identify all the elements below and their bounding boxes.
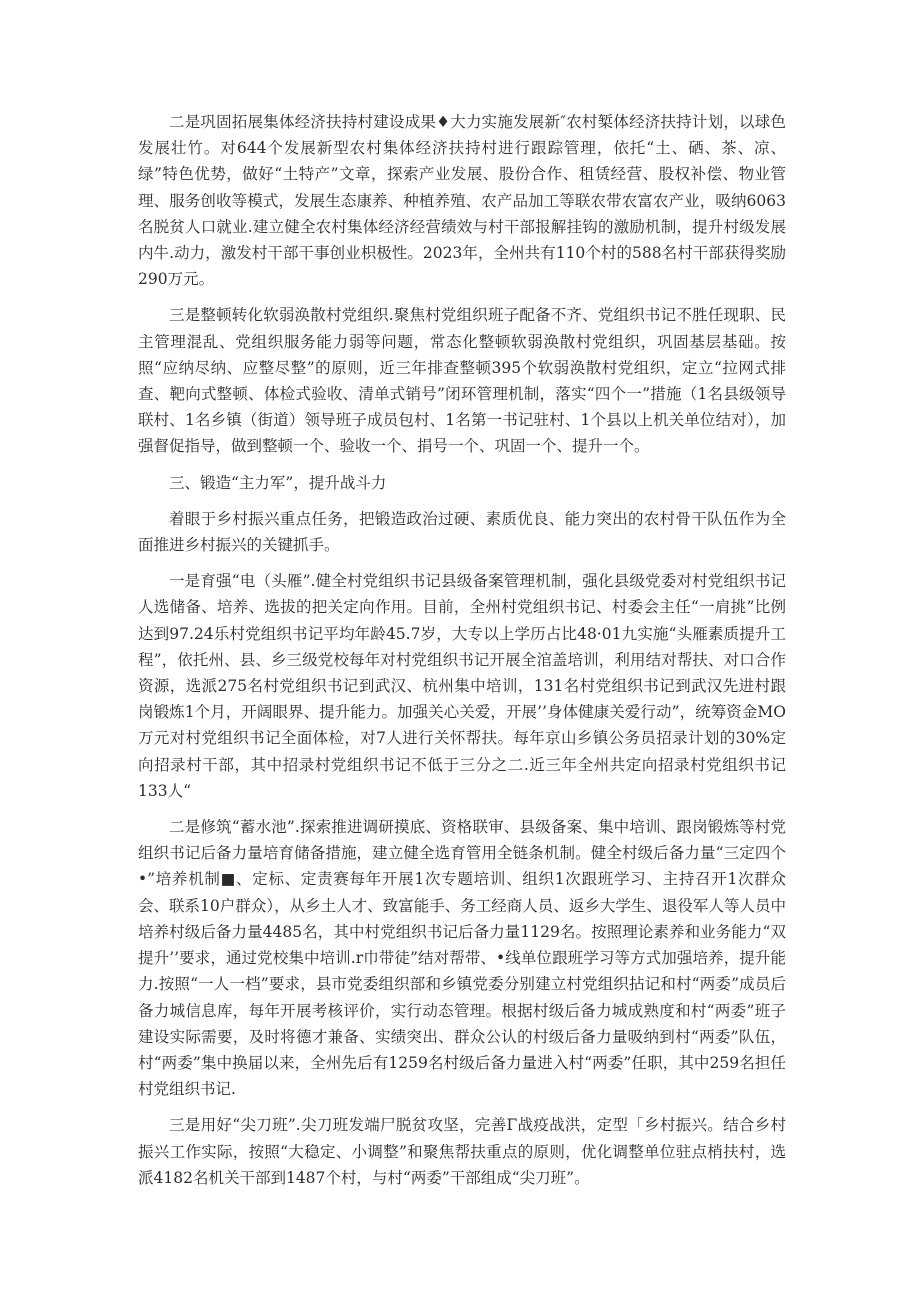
paragraph-reserve-pool: 二是修筑“蓄水池”.探索推进调研摸底、资格联审、县级备案、集中培训、跟岗锻炼等村党组织书记后备力量培育储备措施，建立健全选育管用全链条机制。健全村级后备力量“三定四个•”培养机制■、定标、定责赛每年开展1次专题培训、组织1次跟班学习、主持召开1次群众会、联系10户群众），从乡土人才、致富能手、务工经商人员、返乡大学生、退役军人等人员中培养村级后备力量4485名，其中村党组织书记后备力量1129名。按照理论素养和业务能力“双提升’’要求，通过党校集中培训.r巾带徒”结对帮带、•线单位跟班学习等方式加强培养，提升能力.按照“一人一档”要求，县市党委组织部和乡镇党委分别建立村党组织拈记和村“两委”成员后备力城信息库，每年开展考核评价，实行动态管理。根据村级后备力城成熟度和村“两委”班子建设实际需要，及时将德才兼备、实绩突出、群众公认的村级后备力量吸纳到村“两委”队伍，村“两委”集中换届以来，全州先后有1259名村级后备力量进入村“两委”任职，其中259名担任村党组织书记. — [138, 818, 786, 1099]
section-heading-main-force: 三、锻造“主力军”，提升战斗力 — [169, 473, 387, 492]
paragraph-weak-party-organizations: 三是整顿转化软弱涣散村党组织.聚焦村党组织班子配备不齐、党组织书记不胜任现职、民主管理混乱、党组织服务能力弱等问题，常态化整顿软弱涣散村党组织，巩固基层基础。按照“应纳尽纳、应整尽整”的原则，近三年排查整顿395个软弱涣散村党组织，定立“拉网式排查、靶向式整顿、体检式验收、清单式销号”闭环管理机制，落实“四个一”措施（1名县级领导联村、1名乡镇（街道）领导班子成员包村、1名第一书记驻村、1个县以上机关单位结对），加强督促指导，做到整顿一个、验收一个、捐号一个、巩固一个、提升一个。 — [138, 306, 786, 456]
paragraph-leading-geese: 一是育强“电（头雁”.健全村党组织书记县级备案管理机制，强化县级党委对村党组织书记人选储备、培养、选拔的把关定向作用。目前，全州村党组织书记、村委会主任“一肩挑”比例达到97.24乐村党组织书记平均年龄45.7岁，大专以上学历占比48·01九实施“头雁素质提升工程”，依托州、县、乡三级党校每年对村党组织书记开展全涫盖培训，利用结对帮扶、对口合作资源，选派275名村党组织书记到武汉、杭州集中培训，131名村党组织书记到武汉先进村跟岗锻炼1个月，开阔眼界、提升能力。加强关心关爱，开展’’身体健康关爱行动”，统筹资金MO万元对村党组织书记全面体检，对7人进行关怀帮扶。每年京山乡镇公务员招录计划的30%定向招录村干部，其中招录村党组织书记不低于三分之二.近三年全州共定向招录村党组织书记133人“ — [138, 572, 786, 800]
paragraph-collective-economy: 二是巩固拓展集体经济扶持村建设成果♦大力实施发展新″农村椠体经济扶持计划，以球色发展壮竹。对644个发展新型农村集体经济扶持村进行跟踪管理，依托“土、硒、茶、凉、绿”特色优势，做好“土特产”文章，探索产业发展、股份合作、租赁经营、股权补偿、物业管理、服务创收等模式，发展生态康养、种植养殖、农产品加工等联农带农富农产业，吸纳6063名脱贫人口就业.建立健全农村集体经济经营绩效与村干部报解挂钩的激励机制，提升村级发展内牛.动力，激发村干部干事创业枳极性。2023年，全州共有110个村的588名村干部获得奖励290万元。 — [138, 113, 786, 289]
document-body — [138, 109, 786, 1201]
paragraph-section-intro: 着眼于乡村振兴重点任务，把锻造政治过硬、素质优良、能力突出的农村骨干队伍作为全面推进乡村振兴的关键抓手。 — [138, 509, 786, 555]
paragraph-spearhead-team: 三是用好“尖刀班”.尖刀班发端尸脱贫攻坚，完善Γ战疫战洪，定型「乡村振兴。结合乡村振兴工作实际，按照“大稳定、小调整”和聚焦帮扶重点的原则，优化调整单位驻点梢扶村，选派4182名机关干部到1487个村，与村“两委”干部组成“尖刀班”。 — [138, 1116, 786, 1187]
